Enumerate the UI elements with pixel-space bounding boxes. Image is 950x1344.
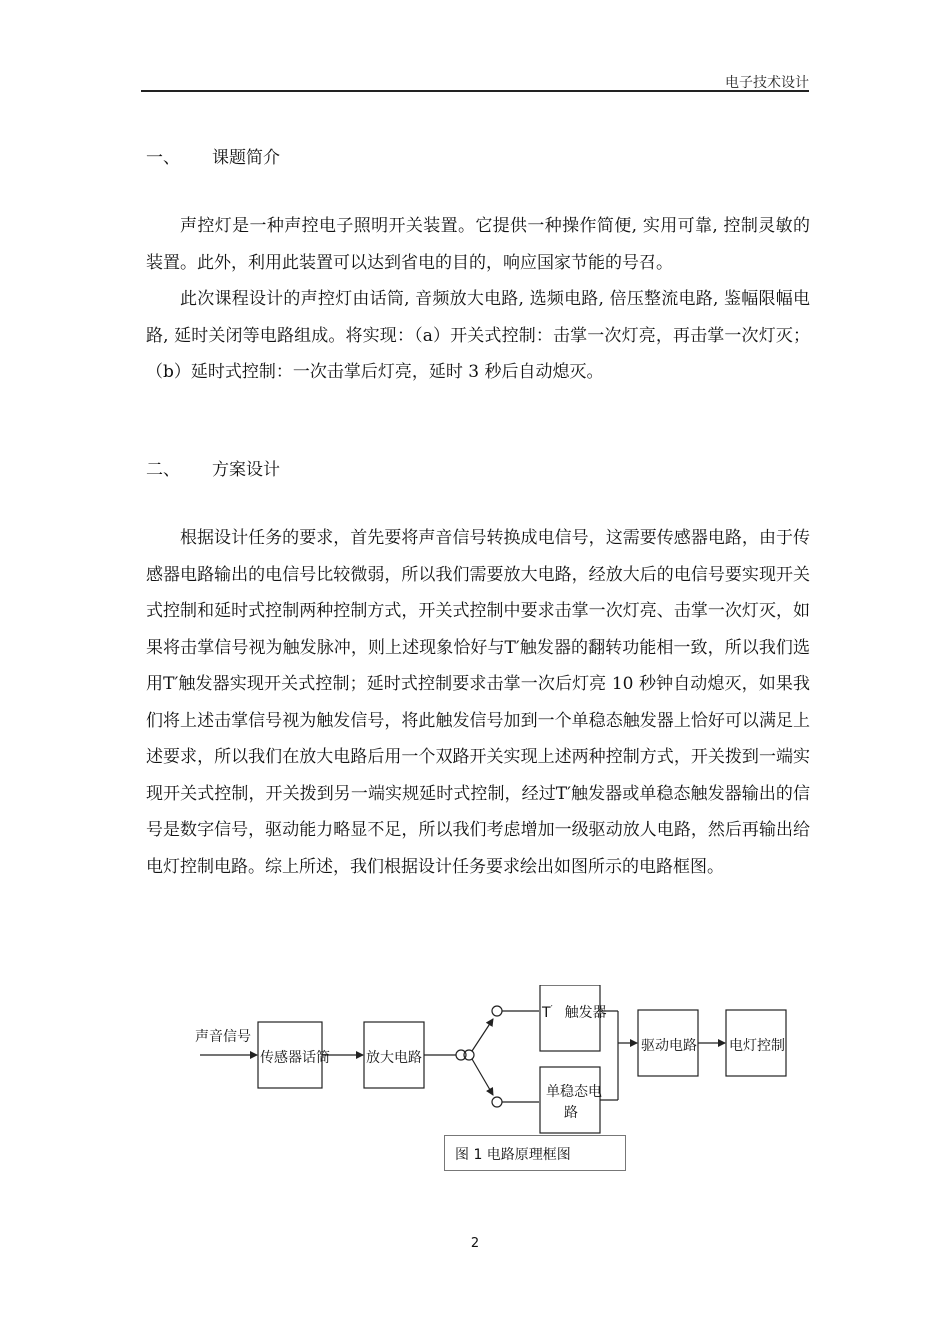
t-letter: T <box>542 1005 551 1021</box>
amplifier-label: 放大电路 <box>366 1050 422 1066</box>
paragraph-intro-1: 声控灯是一种声控电子照明开关装置。它提供一种操作简便, 实用可靠, 控制灵敏的装置。此外，利用此装置可以达到省电的目的，响应国家节能的号召。 <box>146 216 810 273</box>
driver-label: 驱动电路 <box>641 1038 697 1054</box>
section-title: 课题简介 <box>212 148 280 168</box>
page-number: 2 <box>470 1236 480 1251</box>
switch-upper-arrow <box>472 1019 493 1051</box>
lamp-control-label: 电灯控制 <box>729 1038 785 1054</box>
t-flipflop-label <box>542 1002 607 1022</box>
section-heading-intro <box>146 143 280 168</box>
section-title: 方案设计 <box>212 460 280 480</box>
sensor-label: 传感器话筒 <box>260 1050 330 1066</box>
section-heading-design <box>146 455 280 480</box>
t-prime: ′ <box>550 1004 553 1015</box>
monostable-label-line1: 单稳态电 <box>546 1084 602 1100</box>
switch-lower-contact <box>492 1097 502 1107</box>
monostable-label-line2: 路 <box>564 1105 578 1121</box>
switch-upper-contact <box>492 1006 502 1016</box>
t-flipflop-text: 触发器 <box>564 1005 607 1021</box>
section-number: 二、 <box>146 460 180 480</box>
header-divider <box>141 90 809 92</box>
paragraph-intro-2: 此次课程设计的声控灯由话筒, 音频放大电路, 选频电路, 倍压整流电路, 鉴幅限幅电路, 延时关闭等电路组成。将实现：（a）开关式控制：击掌一次灯亮，再击掌一次灯灭；（b）延时式控制：一次击掌后灯亮，延时 3 秒后自动熄灭。 <box>146 289 810 382</box>
section-number: 一、 <box>146 148 180 168</box>
input-signal-label: 声音信号 <box>195 1029 251 1045</box>
header-title: 电子技术设计 <box>725 75 809 91</box>
figure-caption: 图 1 电路原理框图 <box>455 1147 571 1163</box>
circuit-block-diagram <box>190 985 810 1185</box>
switch-lower-arrow <box>472 1059 493 1095</box>
figure-caption-box <box>444 1135 626 1171</box>
paragraph-design-1: 根据设计任务的要求，首先要将声音信号转换成电信号，这需要传感器电路，由于传感器电路输出的电信号比较微弱，所以我们需要放大电路，经放大后的电信号要实现开关式控制和延时式控制两种控制方式，开关式控制中要求击掌一次灯亮、击掌一次灯灭，如果将击掌信号视为触发脉冲，则上述现象恰好与T′触发器的翻转功能相一致，所以我们选用T′触发器实现开关式控制；延时式控制要求击掌一次后灯亮 10 秒钟自动熄灭，如果我们将上述击掌信号视为触发信号，将此触发信号加到一个单稳态触发器上恰好可以满足上述要求，所以我们在放大电路后用一个双路开关实现上述两种控制方式，开关拨到一端实现开关式控制，开关拨到另一端实规延时式控制，经过T′触发器或单稳态触发器输出的信号是数字信号，驱动能力略显不足，所以我们考虑增加一级驱动放人电路，然后再输出给电灯控制电路。综上所述，我们根据设计任务要求绘出如图所示的电路框图。 <box>146 528 810 877</box>
